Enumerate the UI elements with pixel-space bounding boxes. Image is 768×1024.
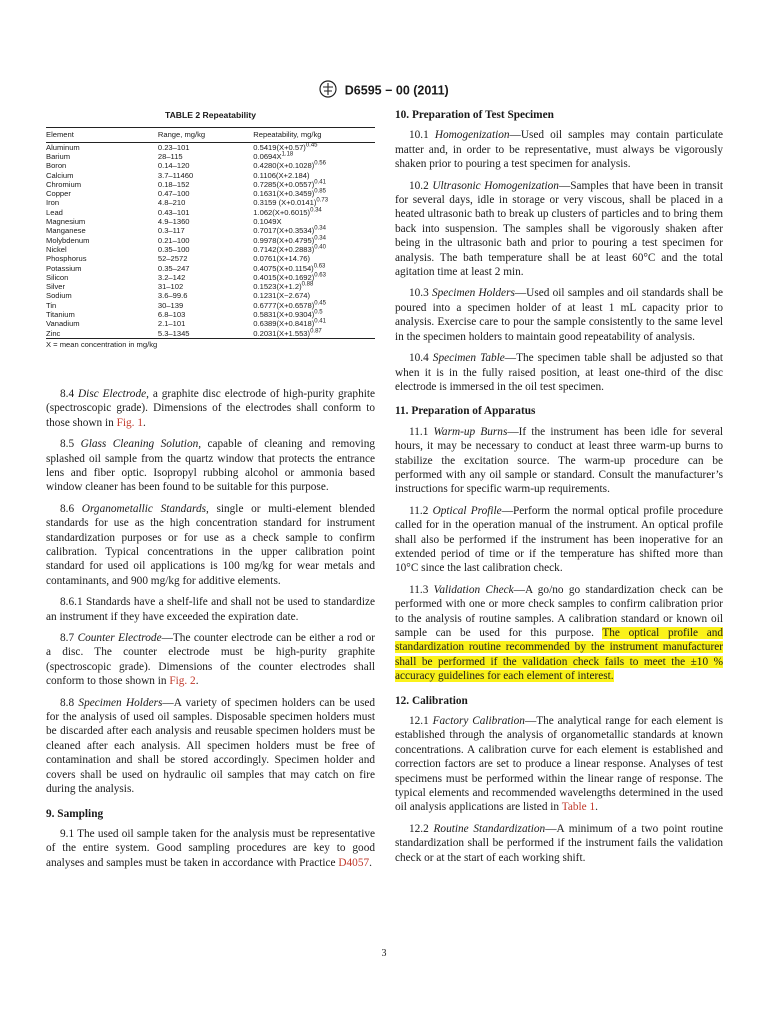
para-10-4: 10.4 Specimen Table—The specimen table shall be adjusted so that when it is in the fully raised position, at least one-third of the disc electrode is immersed in the oil test specimen.: [395, 352, 723, 393]
table-header-cell: Repeatability, mg/kg: [253, 128, 375, 142]
para-10-2: 10.2 Ultrasonic Homogenization—Samples that have been in transit for several days, idle in storage or very viscous, shall be placed in a heated ultrasonic bath to break up clusters of particles and to bring them back into suspension. The samples shall be vigorously shaken after being in the ultrasonic bath and prior to pouring a test specimen for analysis. The bath temperature shall be at least 60°C and the total agitation time at least 2 min.: [395, 179, 723, 279]
repeatability-cell: $0.7142(X+0.2883)^{0.40}$: [253, 244, 326, 254]
left-column: [46, 108, 375, 877]
range-cell: 3.7–11460: [157, 170, 194, 180]
exponent: 0.41: [314, 318, 326, 325]
table-row: [46, 329, 375, 339]
para-9-1: 9.1 The used oil sample taken for the analysis must be representative of the entire system. Good sampling procedures are key to good analyses and samples must be taken in accordance with Practice D4057.: [46, 827, 375, 869]
range-cell: 2.1–101: [157, 319, 186, 329]
section-heading-preparation-test-specimen: 10. Preparation of Test Specimen: [395, 109, 554, 121]
element-cell: Molybdenum: [46, 235, 90, 245]
table-1-link[interactable]: Table 1: [561, 801, 596, 814]
fig-1-link[interactable]: Fig. 1: [116, 416, 143, 429]
range-cell: 0.18–152: [157, 179, 190, 189]
range-cell: 0.43–101: [157, 207, 190, 217]
table-row: [46, 161, 375, 170]
exponent: 0.45: [314, 300, 326, 307]
table-row: [46, 282, 375, 291]
repeatability-cell: 0.1049X: [253, 217, 282, 227]
repeatability-cell: 0.1231(X−2.674): [253, 291, 311, 301]
repeatability-cell: $0.6389(X+0.8418)^{0.41}$: [253, 318, 326, 329]
repeatability-cell: $0.0694X^{1.18}$: [253, 151, 294, 161]
element-cell: Aluminum: [46, 142, 80, 152]
repeatability-cell: 0.1106(X+2.184): [253, 170, 310, 180]
range-cell: 4.8–210: [157, 198, 186, 208]
para-10-3: 10.3 Specimen Holders—Used oil samples and oil standards shall be poured into a specimen holder of at least 1 mL capacity prior to analysis. Exercise care to pour the sample consistently to the same level in the specimen holders to maintain good repeatability of analysis.: [395, 287, 723, 343]
repeatability-cell: $0.4075(X+0.1154)^{0.63}$: [253, 263, 326, 273]
exponent: 0.56: [314, 160, 326, 167]
element-cell: Magnesium: [46, 217, 86, 227]
exponent: 0.73: [316, 197, 329, 204]
repeatability-cell: 0.0761(X+14.76): [253, 254, 311, 264]
element-cell: Sodium: [46, 291, 72, 301]
exponent: 0.34: [310, 207, 322, 214]
table-header-cell: Range, mg/kg: [158, 128, 253, 142]
range-cell: 5.3–1345: [158, 329, 253, 339]
element-cell: Manganese: [46, 226, 86, 236]
para-11-3: 11.3 Validation Check—A go/no go standardization check can be performed with one or more check samples to confirm calibration prior to the analysis of routine samples. A calibration standard or known oil sample can be used for this purpose. The optical profile and standardization routine recommended by the instrument manufacturer shall be performed if the validation check fails to meet the ±10 % accuracy guidelines for each element of interest.: [395, 583, 724, 683]
repeatability-cell: $0.7285(X+0.0557)^{0.41}$: [253, 179, 326, 189]
page-number: 3: [381, 948, 387, 959]
exponent: 0.85: [314, 188, 326, 195]
element-cell: Titanium: [46, 310, 75, 320]
repeatability-table: [46, 127, 375, 339]
para-11-2: 11.2 Optical Profile—Perform the normal optical profile procedure called for in the operation manual of the instrument. An optical profile shall also be performed if the instrument has been inoperative for an extended period of time or if the temperature has shifted more than 10°C since the last calibration check.: [395, 504, 724, 575]
exponent: 0.87: [310, 328, 322, 335]
left-body: [46, 387, 375, 870]
element-cell: Barium: [46, 152, 71, 161]
element-cell: Iron: [46, 198, 60, 208]
section-heading-sampling: 9. Sampling: [46, 807, 104, 820]
para-12-1: 12.1 Factory Calibration—The analytical range for each element is established through the analysis of organometallic standards at known concentrations. A calibration curve for each element is established and correction factors are set to produce a linear response. Analyses of test specimens must be performed within the linear range of response. The typical elements and recommended wavelengths determined in the used oil analysis applications are listed in Table 1.: [395, 715, 723, 814]
repeatability-cell: $0.5419(X+0.57)^{0.45}$: [253, 142, 318, 152]
table-row: [46, 245, 375, 254]
exponent: 0.88: [301, 281, 314, 288]
exponent: 0.63: [313, 263, 326, 270]
table-row: [46, 254, 375, 263]
exponent: 0.41: [314, 179, 326, 186]
table-row: [46, 142, 375, 152]
repeatability-cell: $0.2031(X+1.553)^{0.87}$: [253, 329, 375, 339]
range-cell: 0.35–100: [157, 244, 190, 254]
standard-designation: D6595 − 00 (2011): [344, 83, 449, 98]
repeatability-cell: $0.4280(X+0.1028)^{0.56}$: [253, 160, 326, 171]
para-8-5: 8.5 Glass Cleaning Solution, capable of cleaning and removing splashed oil sample from the quartz window that protects the entrance lens and fiber optic. Isopropyl rubbing alcohol or ammonia based window cleaner has been found to be suitable for this purpose.: [46, 438, 375, 494]
exponent: 1.18: [281, 151, 294, 158]
table-row: [46, 208, 375, 217]
exponent: 0.45: [305, 142, 318, 149]
range-cell: 6.8–103: [157, 310, 186, 320]
repeatability-cell: $0.1523(X+1.2)^{0.88}$: [253, 281, 314, 292]
exponent: 0.34: [314, 235, 326, 242]
exponent: 0.40: [314, 244, 326, 251]
repeatability-cell: $0.4015(X+0.1692)^{0.63}$: [253, 272, 326, 282]
table-header-row: [46, 128, 375, 142]
element-cell: Lead: [46, 207, 63, 217]
element-cell: Nickel: [46, 244, 67, 254]
table-note: X = mean concentration in mg/kg: [46, 339, 158, 349]
range-cell: 0.3–117: [157, 226, 185, 236]
table-row: [46, 319, 375, 328]
element-cell: Potassium: [46, 263, 82, 273]
table-body: [46, 142, 375, 338]
range-cell: 28–115: [157, 152, 183, 161]
range-cell: 3.2–142: [157, 272, 186, 282]
range-cell: 52–2572: [157, 254, 188, 264]
element-cell: Calcium: [46, 170, 74, 180]
para-11-1: 11.1 Warm-up Burns—If the instrument has been idle for several hours, it may be necessary to conduct at least three warm-up burns to stabilize the excitation source. The warm-up procedure can be performed with any oil sample or standard. Consult the manufacturer’s instructions for specific warm-up requirements.: [395, 425, 724, 496]
range-cell: 4.9–1360: [157, 217, 190, 227]
table-header-cell: Element: [46, 128, 158, 142]
para-8-8: 8.8 Specimen Holders—A variety of specimen holders can be used for the analysis of used oil samples. Disposable specimen holders must be discarded after each analysis and reusable specimen holders must be cleaned after each analysis. All specimen holders must be free of contamination and shall be stored accordingly. Specimen holder and covers shall be used on hydraulic oil samples that may catch on fire during the analysis.: [46, 696, 376, 796]
fig-2-link[interactable]: Fig. 2: [169, 675, 196, 688]
para-12-2: 12.2 Routine Standardization—A minimum of a two point routine standardization shall be performed if the instrument fails the validation check or at the start of each working shift.: [395, 822, 723, 864]
para-10-1: 10.1 Homogenization—Used oil samples may contain particulate matter and, in order to be representative, must always be vigorously shaken prior to pouring a test specimen for analysis.: [395, 129, 724, 171]
astm-logo-icon: [319, 80, 337, 101]
repeatability-cell: $0.5831(X+0.9304)^{0.5}$: [253, 309, 323, 320]
table-row: [46, 198, 375, 207]
range-cell: 0.14–120: [157, 161, 190, 171]
page-header: [0, 80, 768, 101]
range-cell: 30–139: [157, 300, 184, 310]
right-column: [395, 108, 723, 872]
d4057-link[interactable]: D4057: [338, 856, 370, 869]
element-cell: Vanadium: [46, 319, 80, 329]
repeatability-cell: $0.7017(X+0.3534)^{0.34}$: [253, 225, 326, 236]
element-cell: Silver: [46, 282, 65, 292]
element-cell: Zinc: [46, 329, 158, 339]
element-cell: Copper: [46, 189, 71, 199]
highlighted-text: The optical profile and standardization routine recommended by the instrument manufacturer shall be performed if the validation check fails to meet the ±10 % accuracy guidelines for each element of interest.: [395, 627, 724, 683]
para-8-4: 8.4 Disc Electrode, a graphite disc electrode of high-purity graphite (spectroscopic grade). Dimensions of the electrodes shall conform to those shown in Fig. 1.: [46, 387, 376, 429]
range-cell: 0.35–247: [157, 263, 190, 273]
element-cell: Boron: [46, 161, 67, 171]
table-row: [46, 273, 375, 282]
para-8-7: 8.7 Counter Electrode—The counter electrode can be either a rod or a disc. The counter electrode must be high-purity graphite (spectroscopic grade). Dimensions of the counter electrodes shall conform to those shown in Fig. 2.: [46, 632, 375, 688]
element-cell: Silicon: [46, 272, 69, 282]
repeatability-cell: $1.062(X+0.6015)^{0.34}$: [253, 207, 322, 217]
repeatability-cell: $0.9978(X+0.4795)^{0.34}$: [253, 235, 326, 245]
element-cell: Phosphorus: [46, 254, 87, 264]
section-heading-calibration: 12. Calibration: [395, 694, 468, 707]
range-cell: 0.47–100: [157, 189, 190, 199]
repeatability-cell: $0.1631(X+0.3459)^{0.85}$: [253, 188, 326, 199]
repeatability-cell: 0.3159 $(X+0.0141)^{0.73}$: [253, 197, 329, 208]
element-cell: Chromium: [46, 179, 82, 189]
table-title: TABLE 2 Repeatability: [164, 110, 257, 120]
para-8-6: 8.6 Organometallic Standards, single or multi-element blended standards for use as the high concentration standard for instrument standardization purposes or for use as a check sample to confirm calibration. Typical concentrations in the upper calibration point standard for used oil applications is 100 mg/kg for wear metals and contaminants, and 900 mg/kg for additive elements.: [46, 502, 375, 587]
range-cell: 0.21–100: [157, 235, 190, 245]
section-heading-preparation-apparatus: 11. Preparation of Apparatus: [395, 405, 536, 418]
table-row: [46, 301, 375, 310]
exponent: 0.34: [314, 225, 326, 232]
repeatability-cell: $0.6777(X+0.6578)^{0.45}$: [253, 300, 326, 310]
range-cell: 3.6–99.6: [157, 291, 188, 301]
range-cell: 0.23–101: [157, 142, 190, 152]
element-cell: Tin: [46, 300, 57, 310]
exponent: 0.5: [314, 309, 323, 316]
range-cell: 31–102: [157, 282, 184, 292]
exponent: 0.63: [314, 272, 326, 279]
para-8-6-1: 8.6.1 Standards have a shelf-life and shall not be used to standardize an instrument if they have exceeded the expiration date.: [46, 596, 375, 623]
